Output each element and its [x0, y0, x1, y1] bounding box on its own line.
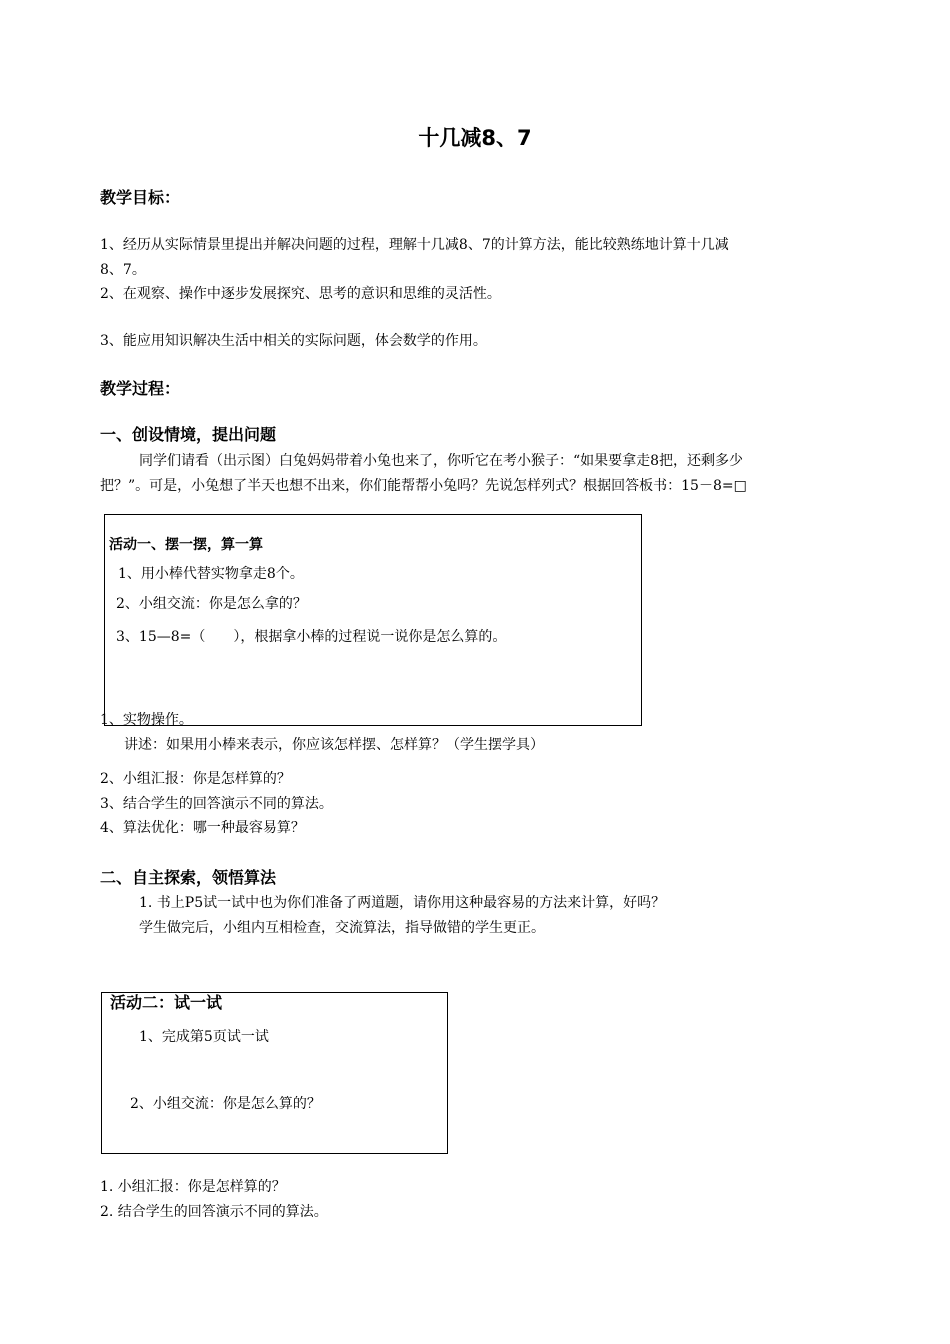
after-1-narration: 讲述：如果用小棒来表示，你应该怎样摆、怎样算？（学生摆学具） — [124, 737, 544, 753]
section-2-heading: 二、自主探索，领悟算法 — [100, 868, 277, 887]
activity-2-box — [101, 992, 448, 1154]
activity-2-item-1: 1、完成第5页试一试 — [139, 1029, 269, 1045]
after-1-item-3: 3、结合学生的回答演示不同的算法。 — [100, 796, 333, 812]
activity-1-item-2: 2、小组交流：你是怎么拿的？ — [116, 596, 307, 612]
goals-heading: 教学目标： — [100, 188, 181, 207]
goal-1-line-2: 8、7。 — [100, 262, 146, 278]
after-1-item-4: 4、算法优化：哪一种最容易算？ — [100, 820, 305, 836]
activity-1-heading: 活动一、摆一摆，算一算 — [109, 537, 263, 553]
after-1-item-1: 1、实物操作。 — [100, 712, 193, 728]
page-title: 十几减8、7 — [418, 126, 532, 150]
section-2-line-2: 学生做完后，小组内互相检查，交流算法，指导做错的学生更正。 — [139, 920, 545, 936]
section-1-heading: 一、创设情境，提出问题 — [100, 425, 277, 444]
section-1-para-line-2: 把？”。可是，小兔想了半天也想不出来，你们能帮帮小兔吗？先说怎样列式？根据回答板书：15－8=□ — [100, 478, 747, 494]
goal-2: 2、在观察、操作中逐步发展探究、思考的意识和思维的灵活性。 — [100, 286, 501, 302]
activity-1-item-1: 1、用小棒代替实物拿走8个。 — [118, 566, 304, 582]
process-heading: 教学过程： — [100, 379, 181, 398]
goal-3: 3、能应用知识解决生活中相关的实际问题，体会数学的作用。 — [100, 333, 487, 349]
activity-2-item-2: 2、小组交流：你是怎么算的？ — [130, 1096, 321, 1112]
after-2-item-1: 1. 小组汇报：你是怎样算的？ — [100, 1179, 286, 1195]
after-2-item-2: 2. 结合学生的回答演示不同的算法。 — [100, 1204, 328, 1220]
section-2-line-1: 1. 书上P5试一试中也为你们准备了两道题，请你用这种最容易的方法来计算，好吗？ — [139, 895, 666, 911]
after-1-item-2: 2、小组汇报：你是怎样算的？ — [100, 771, 291, 787]
activity-2-heading: 活动二：试一试 — [110, 993, 223, 1012]
section-1-para-line-1: 同学们请看（出示图）白兔妈妈带着小兔也来了，你听它在考小猴子：“如果要拿走8把，还剩多少 — [139, 453, 744, 469]
activity-1-item-3: 3、15—8=（ ），根据拿小棒的过程说一说你是怎么算的。 — [116, 629, 507, 645]
goal-1-line-1: 1、经历从实际情景里提出并解决问题的过程，理解十几减8、7的计算方法，能比较熟练地计算十几减 — [100, 237, 729, 253]
